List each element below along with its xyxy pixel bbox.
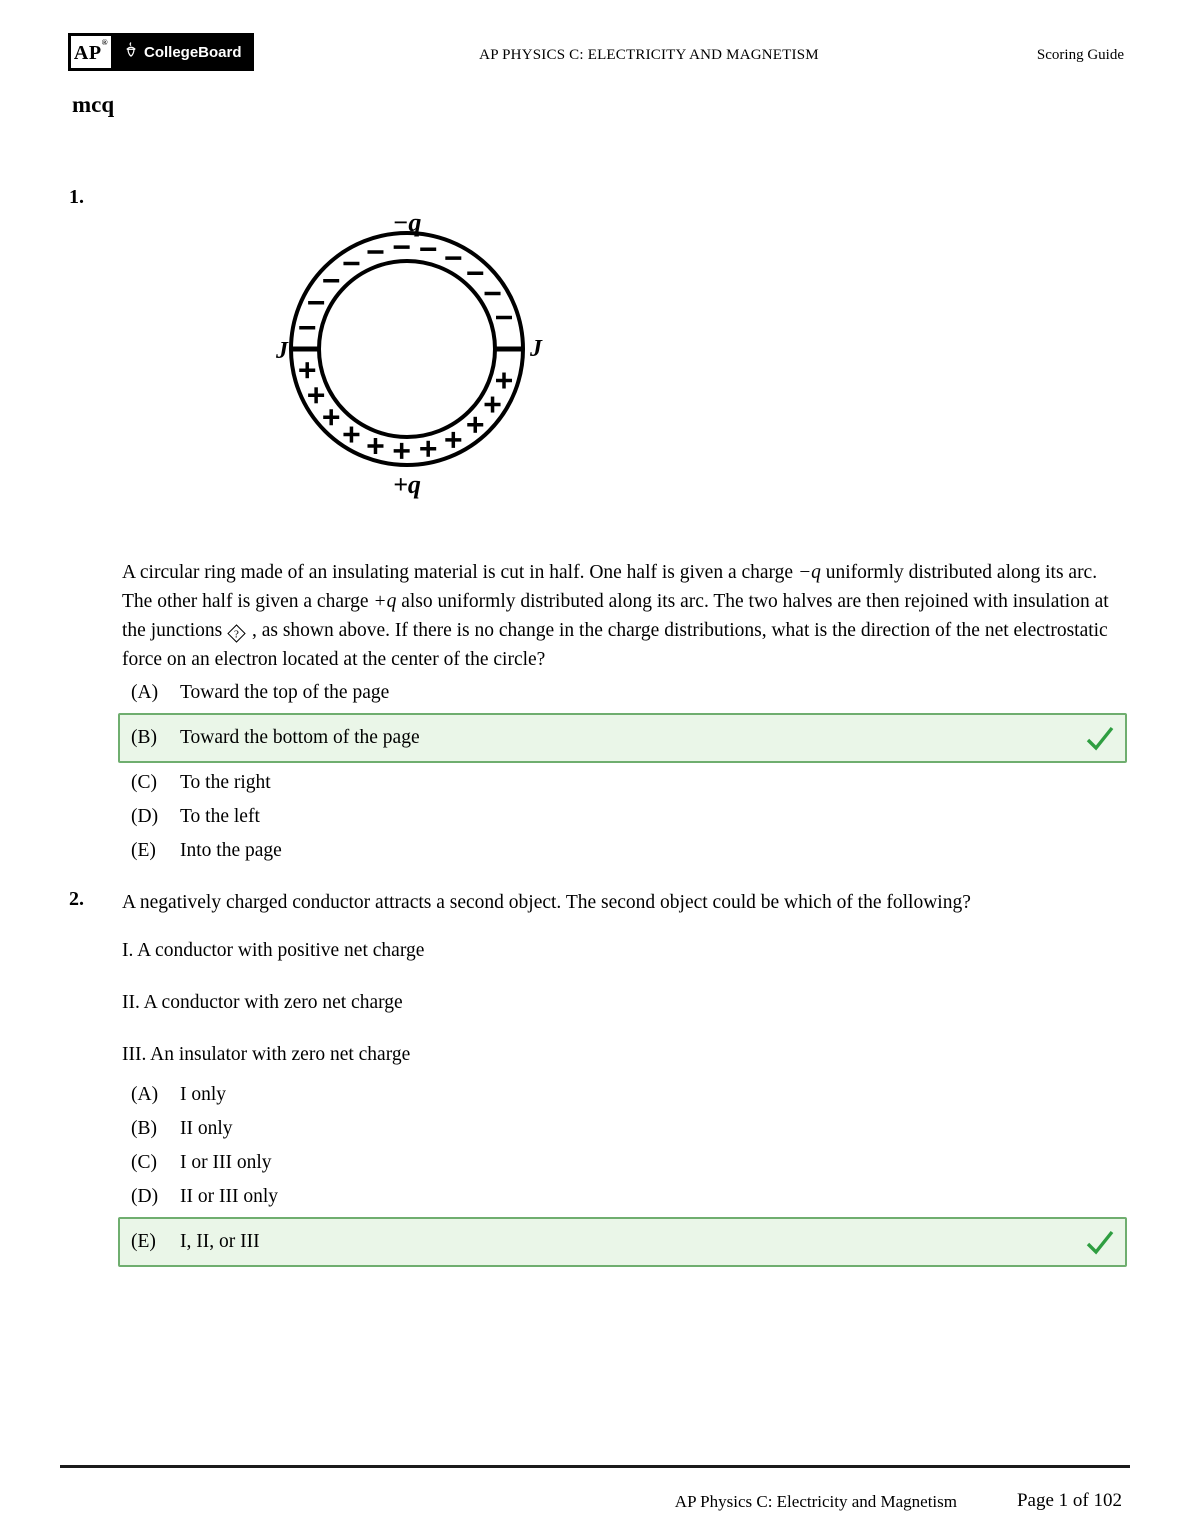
correct-check-icon: [1084, 1228, 1116, 1256]
ap-collegeboard-logo: [68, 33, 254, 71]
choice-letter: (B): [131, 1118, 157, 1139]
choice-text: II or III only: [180, 1186, 279, 1207]
roman-item-3: III. An insulator with zero net charge: [122, 1044, 411, 1065]
ap-logo-text: AP: [73, 42, 102, 64]
choice-row: [118, 834, 1127, 868]
inner-circle: [319, 261, 495, 437]
choice-text: I or III only: [180, 1152, 272, 1173]
q1-text-part4: , as shown above. If there is no change in the charge distributions, what is the direction of the net electrostatic force on an electron located at the center of the circle?: [122, 620, 1108, 670]
choice-row: [118, 1146, 1127, 1180]
choice-row: [118, 766, 1127, 800]
charge-neg-token: −q: [797, 562, 821, 583]
question-2-text: A negatively charged conductor attracts a second object. The second object could be which of the following?: [122, 892, 971, 913]
question-1-text: [122, 558, 1112, 674]
choice-row: [118, 1078, 1127, 1112]
junction-label-left: J: [276, 338, 288, 364]
choice-text: To the right: [180, 772, 271, 793]
q1-text-part2: uniformly distributed along its arc. The other half is given a charge: [122, 562, 1098, 612]
choice-text: I only: [180, 1084, 227, 1105]
q1-text-part3: also uniformly distributed along its arc. The two halves are then rejoined with insulation at the junctions: [122, 591, 1109, 641]
choice-letter: (E): [131, 840, 156, 861]
choice-letter: (D): [131, 806, 159, 827]
choice-letter: (D): [131, 1186, 159, 1207]
choice-text: Toward the bottom of the page: [180, 727, 420, 748]
choice-letter: (A): [131, 1084, 159, 1105]
choice-text: To the left: [180, 806, 260, 827]
choice-letter: (A): [131, 682, 159, 703]
choice-row-correct: [118, 713, 1127, 763]
choice-row: [118, 676, 1127, 710]
question-2-choices: [118, 1078, 1127, 1270]
junction-label-right: J: [530, 336, 542, 362]
acorn-icon: [124, 41, 138, 63]
ap-logo-box: [68, 33, 114, 71]
q1-text-part1: A circular ring made of an insulating material is cut in half. One half is given a charge: [122, 562, 798, 583]
charge-label-bottom: +q: [393, 470, 421, 499]
footer-course-label: AP Physics C: Electricity and Magnetism: [674, 1492, 957, 1511]
section-heading: mcq: [72, 92, 115, 117]
roman-item-2: II. A conductor with zero net charge: [122, 992, 403, 1013]
collegeboard-label: CollegeBoard: [144, 43, 242, 61]
collegeboard-logo-box: [114, 33, 254, 71]
choice-row: [118, 1180, 1127, 1214]
charge-marks: [299, 247, 512, 459]
roman-item-1: I. A conductor with positive net charge: [122, 940, 425, 961]
registered-mark: ®: [101, 38, 109, 47]
charge-label-top: −q: [392, 208, 422, 237]
choice-row: [118, 1112, 1127, 1146]
choice-text: I, II, or III: [180, 1231, 260, 1252]
footer-rule: [60, 1465, 1130, 1468]
charged-ring-figure: [270, 200, 550, 500]
outer-circle: [291, 233, 523, 465]
choice-letter: (C): [131, 1152, 157, 1173]
footer-page-number: Page 1 of 102: [1016, 1490, 1122, 1511]
ring-figure-svg: [270, 200, 550, 500]
choice-text: II only: [180, 1118, 233, 1139]
choice-letter: (B): [131, 727, 157, 748]
missing-glyph-icon: ?: [227, 624, 245, 642]
correct-check-icon: [1084, 724, 1116, 752]
charge-pos-token: +q: [373, 591, 397, 612]
choice-letter: (E): [131, 1231, 156, 1252]
scoring-guide-label: Scoring Guide: [1036, 47, 1124, 63]
document-title: AP PHYSICS C: ELECTRICITY AND MAGNETISM: [479, 47, 819, 63]
choice-row: [118, 800, 1127, 834]
question-2-number: 2.: [69, 888, 84, 910]
question-1-number: 1.: [69, 186, 84, 208]
question-1-choices: [118, 676, 1127, 868]
choice-row-correct: [118, 1217, 1127, 1267]
choice-text: Into the page: [180, 840, 282, 861]
choice-text: Toward the top of the page: [180, 682, 390, 703]
choice-letter: (C): [131, 772, 157, 793]
